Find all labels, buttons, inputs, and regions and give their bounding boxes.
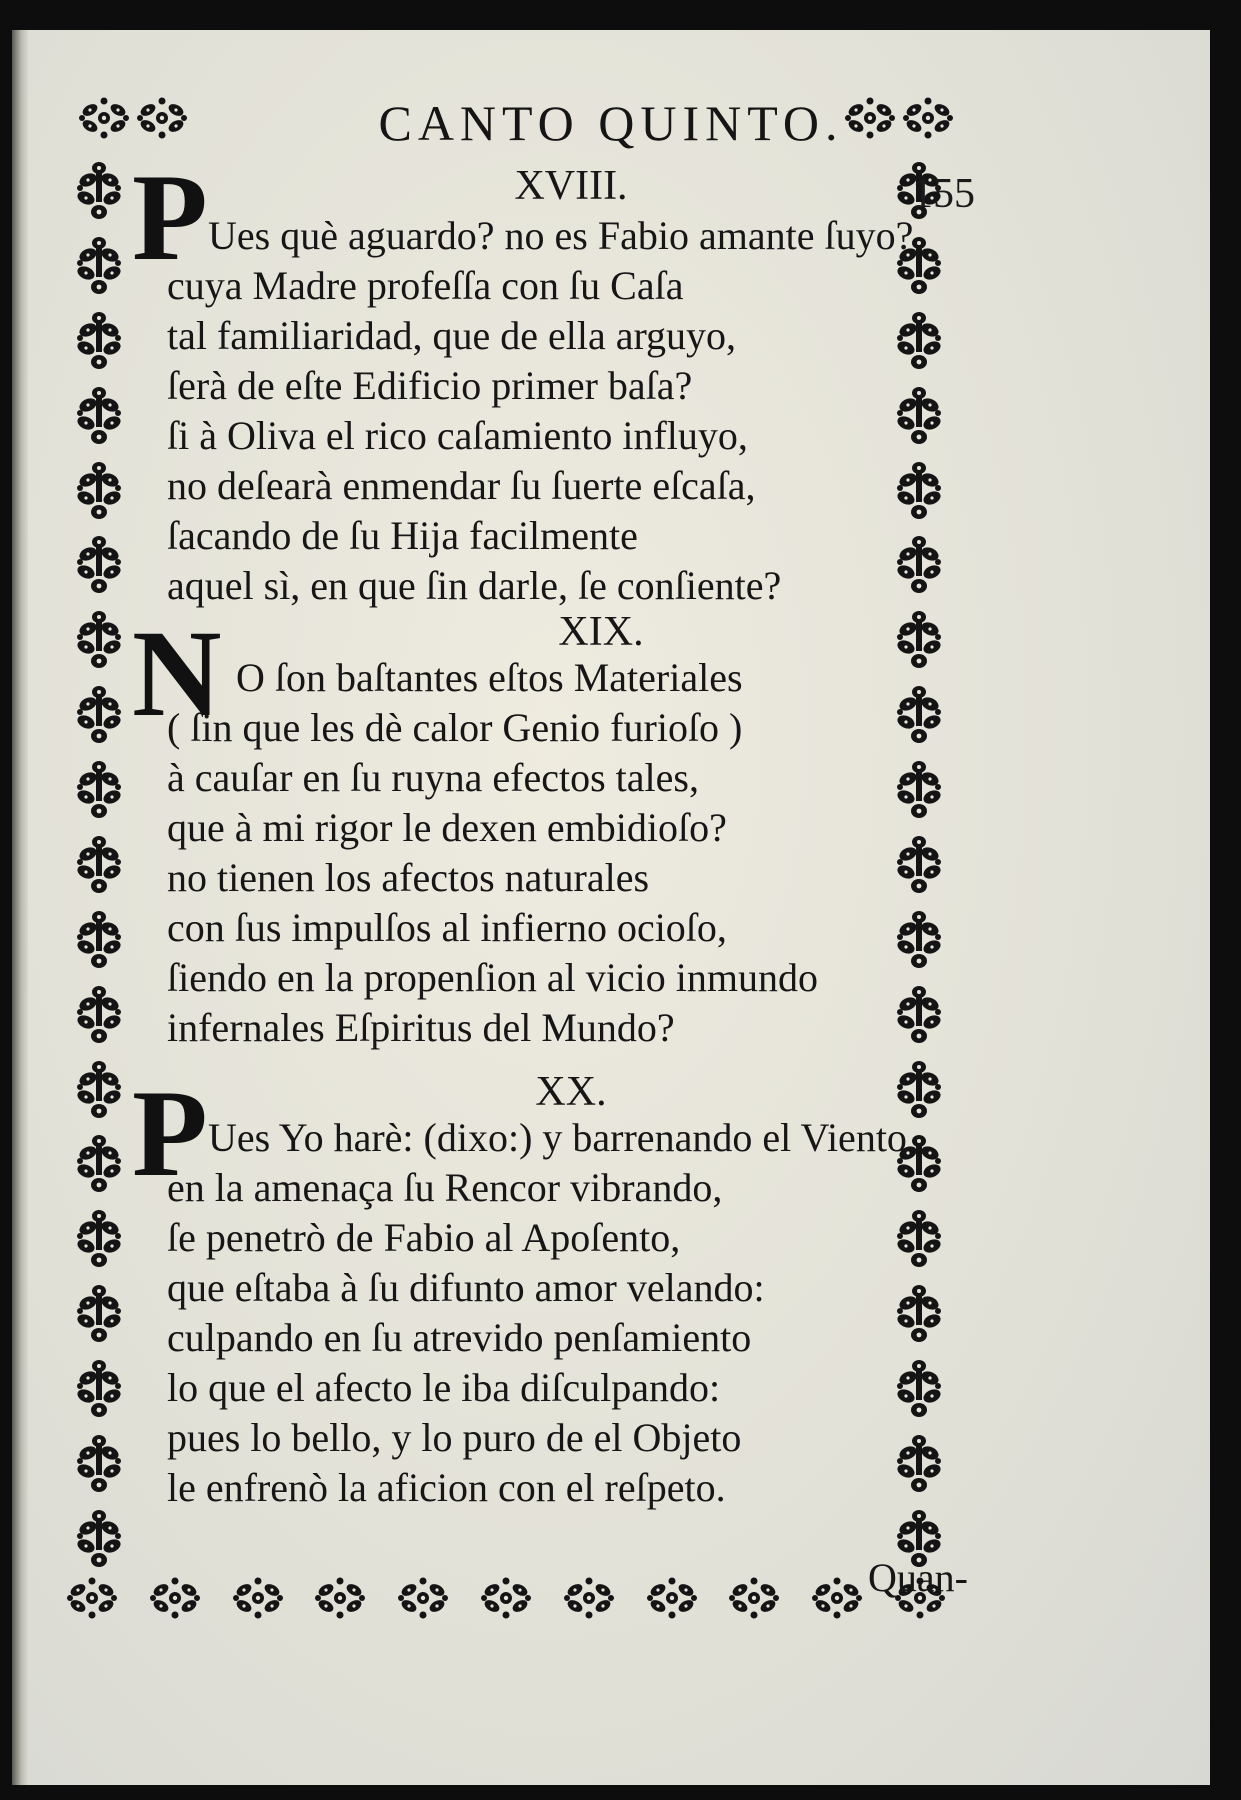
verse-line: pues lo bello, y lo puro de el Objeto (167, 1415, 742, 1460)
drop-cap: P (132, 149, 208, 286)
stanza-number: XX. (535, 1069, 607, 1115)
drop-cap: N (132, 605, 222, 742)
running-head: CANTO QUINTO. (378, 95, 844, 151)
book-page (12, 30, 1210, 1785)
verse-line: en la amenaça ſu Rencor vibrando, (167, 1165, 723, 1210)
verse-line: ſe penetrò de Fabio al Apoſento, (167, 1215, 681, 1260)
verse-line: que à mi rigor le dexen embidioſo? (167, 805, 727, 850)
verse-line: O ſon baſtantes eſtos Materiales (236, 655, 743, 700)
verse-line: no deſearà enmendar ſu ſuerte eſcaſa, (167, 463, 756, 508)
verse-line: cuya Madre profeſſa con ſu Caſa (167, 263, 684, 308)
verse-line: le enfrenò la aficion con el reſpeto. (167, 1465, 726, 1510)
verse-line: Ues què aguardo? no es Fabio amante ſuyo? (208, 213, 914, 258)
verse-line: no tienen los afectos naturales (167, 855, 650, 900)
drop-cap: P (132, 1065, 208, 1202)
verse-line: Ues Yo harè: (dixo:) y barrenando el Viento (208, 1115, 907, 1160)
verse-line: con ſus impulſos al infierno ocioſo, (167, 905, 727, 950)
catchword: Quan- (868, 1555, 968, 1600)
stanza-number: XVIII. (514, 163, 628, 209)
verse-line: ſerà de eſte Edificio primer baſa? (167, 363, 693, 408)
page-number: 155 (912, 171, 975, 217)
verse-line: lo que el afecto le iba diſculpando: (167, 1365, 721, 1410)
verse-line: ſiendo en la propenſion al vicio inmundo (167, 955, 818, 1000)
stanza-number: XIX. (558, 609, 644, 655)
verse-line: ſi à Oliva el rico caſamiento influyo, (167, 413, 748, 458)
verse-line: aquel sì, en que ſin darle, ſe conſiente? (167, 563, 782, 608)
verse-line: infernales Eſpiritus del Mundo? (167, 1005, 675, 1050)
verse-line: ſacando de ſu Hija facilmente (167, 513, 638, 558)
verse-line: ( ſin que les dè calor Genio furioſo ) (167, 705, 743, 750)
verse-line: tal familiaridad, que de ella arguyo, (167, 313, 737, 358)
page-content (12, 30, 1210, 1785)
verse-line: que eſtaba à ſu difunto amor velando: (167, 1265, 765, 1310)
verse-line: culpando en ſu atrevido penſamiento (167, 1315, 752, 1360)
verse-line: à cauſar en ſu ruyna efectos tales, (167, 755, 699, 800)
